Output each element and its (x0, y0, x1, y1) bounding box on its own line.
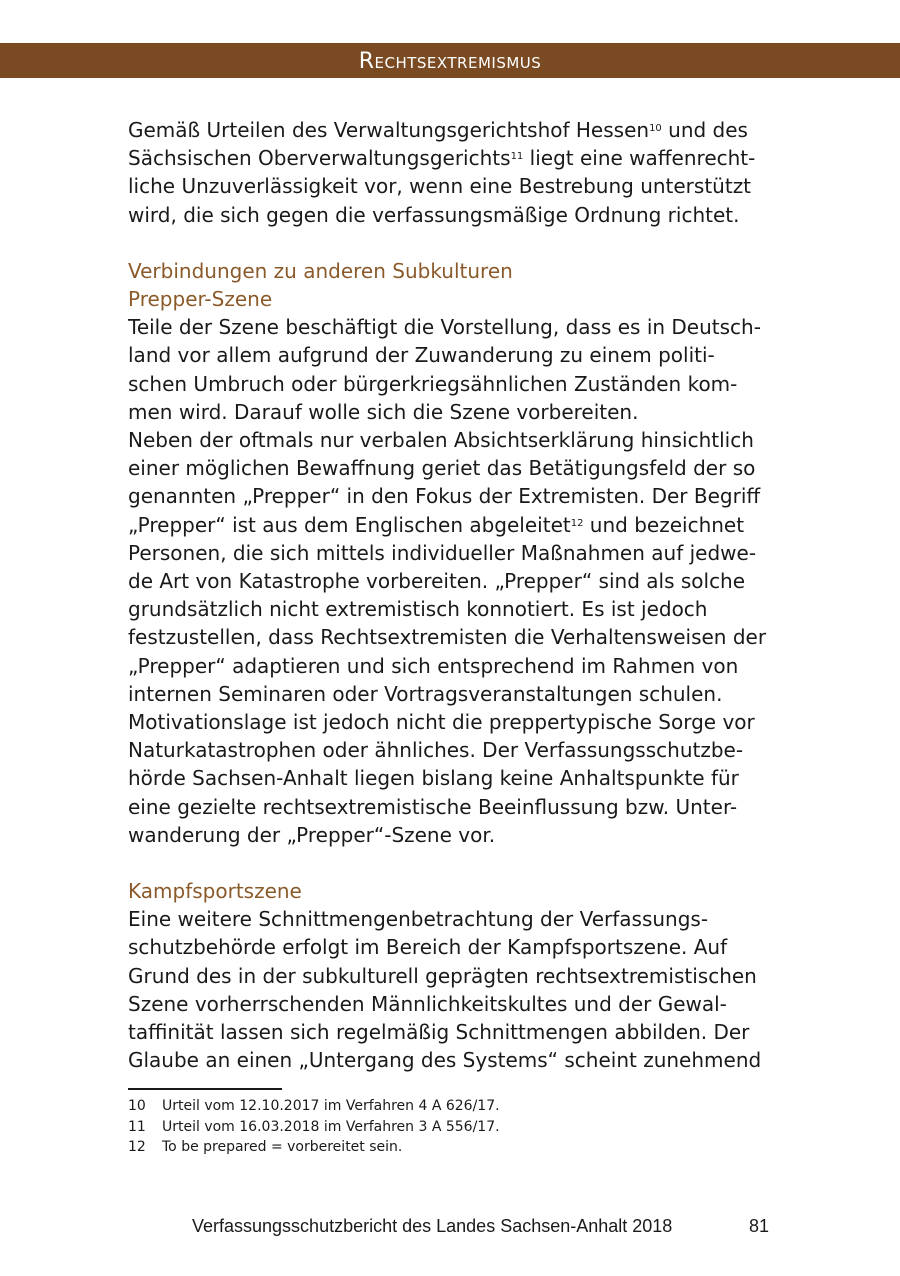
intro-line: Sächsischen Oberverwaltungsgerichts$^{11}$ liegt eine waffenrecht- (128, 146, 756, 171)
body-line: men wird. Darauf wolle sich die Szene vorbereiten. (128, 399, 639, 424)
footnote-ref-10[interactable]: 10 (649, 123, 662, 134)
section-heading: Verbindungen zu anderen Subkulturen (128, 258, 513, 283)
footer-text: Verfassungsschutzbericht des Landes Sachsen-Anhalt 2018 (192, 1216, 673, 1236)
section-heading: Kampfsportszene (128, 879, 302, 904)
body-line: „Prepper“ ist aus dem Englischen abgeleitet$^{12}$ und bezeichnet (128, 512, 745, 537)
body-line: „Prepper“ adaptieren und sich entsprechend im Rahmen von (128, 653, 739, 678)
body-line: genannten „Prepper“ in den Fokus der Extremisten. Der Begriff (128, 484, 761, 509)
intro-line: wird, die sich gegen die verfassungsmäßige Ordnung richtet. (128, 202, 740, 227)
footnote-item (128, 1117, 788, 1138)
body-line: wanderung der „Prepper“-Szene vor. (128, 822, 496, 847)
footnote-divider (128, 1088, 282, 1090)
intro-line: Gemäß Urteilen des Verwaltungsgerichtshof Hessen$^{10}$ und des (128, 118, 748, 142)
footnote-number: 10 (128, 1098, 146, 1114)
body-line: schutzbehörde erfolgt im Bereich der Kampfsportszene. Auf (128, 935, 728, 960)
footnote-item (128, 1096, 788, 1117)
footnote-ref-12[interactable]: 12 (570, 517, 584, 529)
page-title: Rechtsextremismus (358, 49, 542, 74)
body-line: Personen, die sich mittels individueller Maßnahmen auf jedwe- (128, 540, 757, 565)
footnote-text: Urteil vom 12.10.2017 im Verfahren 4 A 626/17. (162, 1098, 500, 1114)
footnote-ref-11[interactable]: 11 (510, 151, 524, 163)
body-line: land vor allem aufgrund der Zuwanderung zu einem politi- (128, 343, 715, 368)
main-text (128, 116, 788, 1075)
body-line: schen Umbruch oder bürgerkriegsähnlichen Zuständen kom- (128, 371, 738, 396)
body-line: hörde Sachsen-Anhalt liegen bislang keine Anhaltspunkte für (128, 766, 739, 791)
body-line: Motivationslage ist jedoch nicht die preppertypische Sorge vor (128, 710, 755, 735)
body-line: Naturkatastrophen oder ähnliches. Der Verfassungsschutzbe- (128, 738, 744, 763)
body-line: Teile der Szene beschäftigt die Vorstellung, dass es in Deutsch- (128, 315, 761, 340)
body-line: internen Seminaren oder Vortragsveranstaltungen schulen. (128, 681, 723, 706)
footnotes (128, 1096, 788, 1158)
page-footer (0, 1212, 900, 1240)
body-line: Grund des in der subkulturell geprägten rechtsextremistischen (128, 963, 757, 988)
body-line: de Art von Katastrophe vorbereiten. „Prepper“ sind als solche (128, 569, 746, 594)
footnote-number: 11 (128, 1118, 146, 1135)
footnote-text: To be prepared = vorbereitet sein. (162, 1139, 403, 1155)
body-line: Eine weitere Schnittmengenbetrachtung der Verfassungs- (128, 907, 709, 932)
page-number: 81 (749, 1216, 770, 1236)
body-line: Glaube an einen „Untergang des Systems“ scheint zunehmend (128, 1048, 762, 1073)
footnote-item (128, 1137, 788, 1158)
section-subheading: Prepper-Szene (128, 287, 273, 312)
body-line: Szene vorherrschenden Männlichkeitskultes und der Gewal- (128, 991, 727, 1016)
body-line: eine gezielte rechtsextremistische Beeinflussung bzw. Unter- (128, 794, 738, 819)
footnote-number: 12 (128, 1139, 146, 1155)
body-line: Neben der oftmals nur verbalen Absichtserklärung hinsichtlich (128, 428, 754, 453)
intro-line: liche Unzuverlässigkeit vor, wenn eine Bestrebung unterstützt (128, 174, 752, 199)
body-line: einer möglichen Bewaffnung geriet das Betätigungsfeld der so (128, 456, 756, 481)
body-line: grundsätzlich nicht extremistisch konnotiert. Es ist jedoch (128, 597, 708, 622)
body-line: taffinität lassen sich regelmäßig Schnittmengen abbilden. Der (128, 1020, 750, 1045)
body-line: festzustellen, dass Rechtsextremisten die Verhaltensweisen der (128, 625, 767, 650)
footnote-text: Urteil vom 16.03.2018 im Verfahren 3 A 556/17. (162, 1118, 500, 1135)
